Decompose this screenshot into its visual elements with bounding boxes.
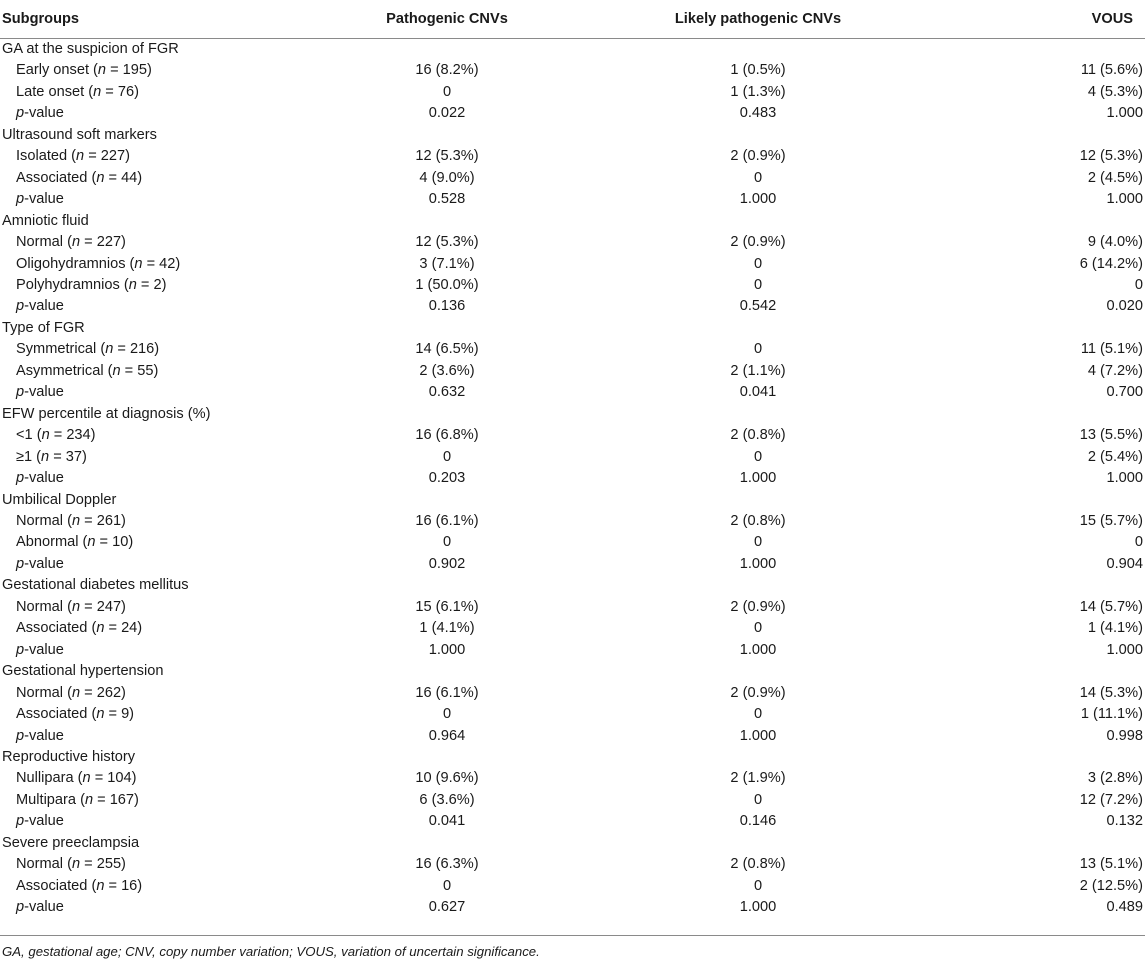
vous-value: 3 (2.8%) xyxy=(1087,770,1143,787)
pathogenic-value: 0.632 xyxy=(428,384,466,401)
pathogenic-value: 0.964 xyxy=(428,727,466,744)
row-label-text: Associated ( xyxy=(16,706,97,723)
table-body xyxy=(0,39,1145,919)
pathogenic-value: 14 (6.5%) xyxy=(415,341,479,358)
table-row xyxy=(0,876,1145,897)
row-label-italic: n xyxy=(84,791,94,808)
row-label-suffix: = 104) xyxy=(90,770,137,787)
vous-value: 1 (4.1%) xyxy=(1087,620,1143,637)
pathogenic-value: 0 xyxy=(442,877,452,894)
row-label xyxy=(0,60,312,81)
row-label xyxy=(0,82,312,103)
group-title: GA at the suspicion of FGR xyxy=(2,41,179,57)
pathogenic-value: 6 (3.6%) xyxy=(419,791,475,808)
row-label xyxy=(0,511,312,532)
row-label-text: <1 ( xyxy=(16,427,42,444)
vous-value: 1.000 xyxy=(1106,105,1143,122)
row-label-suffix: = 227) xyxy=(84,148,130,165)
row-label-suffix: -value xyxy=(24,813,64,830)
footnote-divider xyxy=(0,935,1145,936)
header-likely-pathogenic-cnvs: Likely pathogenic CNVs xyxy=(582,0,934,39)
table-row xyxy=(0,640,1145,661)
likely-pathogenic-value: 0 xyxy=(753,620,763,637)
table-header xyxy=(0,0,1145,39)
pathogenic-value: 0.528 xyxy=(428,191,466,208)
row-label-italic: p xyxy=(16,470,25,487)
vous-value: 1.000 xyxy=(1106,191,1143,208)
likely-pathogenic-value: 0 xyxy=(753,791,763,808)
table-row xyxy=(0,597,1145,618)
row-label-suffix: = 167) xyxy=(93,791,139,808)
row-label-text: ≥1 ( xyxy=(16,448,42,465)
row-label-text: Isolated ( xyxy=(16,148,77,165)
likely-pathogenic-value: 1.000 xyxy=(739,727,777,744)
row-label-italic: p xyxy=(16,641,25,658)
vous-value: 0.489 xyxy=(1106,899,1143,916)
group-title: EFW percentile at diagnosis (%) xyxy=(2,405,211,422)
vous-value: 2 (4.5%) xyxy=(1087,169,1143,186)
likely-pathogenic-value: 0.542 xyxy=(739,298,777,315)
row-label-italic: n xyxy=(41,427,50,444)
row-label-text: Early onset ( xyxy=(16,62,98,79)
pathogenic-value: 16 (6.1%) xyxy=(415,684,479,701)
row-label-text: Symmetrical ( xyxy=(16,341,106,358)
pathogenic-value: 0 xyxy=(442,706,452,723)
pathogenic-value: 0.022 xyxy=(428,105,466,122)
row-label xyxy=(0,339,312,360)
vous-value: 12 (7.2%) xyxy=(1079,791,1143,808)
row-label-italic: n xyxy=(96,877,105,894)
likely-pathogenic-value: 1.000 xyxy=(739,470,777,487)
table-row xyxy=(0,468,1145,489)
row-label-suffix: -value xyxy=(24,727,64,744)
header-pathogenic-cnvs: Pathogenic CNVs xyxy=(312,0,582,39)
group-header-row xyxy=(0,211,1145,232)
row-label-italic: n xyxy=(97,62,107,79)
table-row xyxy=(0,897,1145,918)
row-label-italic: n xyxy=(71,598,81,615)
row-label-text: Multipara ( xyxy=(16,791,85,808)
likely-pathogenic-value: 2 (1.1%) xyxy=(730,362,786,379)
row-label-italic: n xyxy=(76,148,85,165)
table-row xyxy=(0,790,1145,811)
pathogenic-value: 16 (6.3%) xyxy=(415,856,479,873)
group-title: Gestational hypertension xyxy=(2,663,164,680)
pathogenic-value: 2 (3.6%) xyxy=(419,362,475,379)
row-label-text: Normal ( xyxy=(16,512,72,529)
likely-pathogenic-value: 2 (0.8%) xyxy=(730,856,786,873)
row-label-suffix: = 195) xyxy=(106,62,152,79)
vous-value: 1.000 xyxy=(1106,470,1143,487)
group-header-row xyxy=(0,833,1145,854)
row-label xyxy=(0,275,312,296)
header-row xyxy=(0,0,1145,39)
pathogenic-value: 0 xyxy=(442,534,452,551)
table-footnote: GA, gestational age; CNV, copy number variation; VOUS, variation of uncertain significance. xyxy=(2,944,540,959)
pathogenic-value: 12 (5.3%) xyxy=(415,234,479,251)
row-label-italic: n xyxy=(87,534,96,551)
row-label xyxy=(0,468,312,489)
row-label-text: Associated ( xyxy=(16,620,97,637)
likely-pathogenic-value: 0 xyxy=(753,276,763,293)
row-label xyxy=(0,532,312,553)
row-label-text: Associated ( xyxy=(16,877,97,894)
vous-value: 15 (5.7%) xyxy=(1079,512,1143,529)
likely-pathogenic-value: 0 xyxy=(753,706,763,723)
row-label-text: Normal ( xyxy=(16,684,72,701)
vous-value: 13 (5.1%) xyxy=(1079,856,1143,873)
row-label xyxy=(0,189,312,210)
row-label-suffix: -value xyxy=(24,555,64,572)
row-label-italic: n xyxy=(71,684,81,701)
row-label-italic: p xyxy=(16,727,25,744)
row-label xyxy=(0,447,312,468)
vous-value: 14 (5.7%) xyxy=(1079,598,1143,615)
likely-pathogenic-value: 1 (1.3%) xyxy=(730,83,786,100)
vous-value: 14 (5.3%) xyxy=(1079,684,1143,701)
row-label-italic: n xyxy=(71,856,81,873)
row-label-suffix: = 10) xyxy=(95,534,134,551)
row-label-text: Oligohydramnios ( xyxy=(16,255,135,272)
table-row xyxy=(0,554,1145,575)
likely-pathogenic-value: 1.000 xyxy=(739,899,777,916)
vous-value: 6 (14.2%) xyxy=(1079,255,1143,272)
vous-value: 9 (4.0%) xyxy=(1087,234,1143,251)
table-row xyxy=(0,103,1145,124)
row-label-italic: p xyxy=(16,105,25,122)
pathogenic-value: 0.136 xyxy=(428,298,466,315)
row-label-suffix: = 16) xyxy=(104,877,143,894)
row-label-suffix: = 9) xyxy=(104,706,135,723)
vous-value: 2 (5.4%) xyxy=(1087,448,1143,465)
row-label xyxy=(0,876,312,897)
pathogenic-value: 0.627 xyxy=(428,899,466,916)
row-label xyxy=(0,704,312,725)
table-row xyxy=(0,254,1145,275)
likely-pathogenic-value: 2 (0.9%) xyxy=(730,234,786,251)
pathogenic-value: 15 (6.1%) xyxy=(415,598,479,615)
table-row xyxy=(0,60,1145,81)
pathogenic-value: 0 xyxy=(442,83,452,100)
row-label-italic: n xyxy=(71,234,81,251)
vous-value: 2 (12.5%) xyxy=(1079,877,1143,894)
likely-pathogenic-value: 2 (1.9%) xyxy=(730,770,786,787)
row-label xyxy=(0,726,312,747)
row-label xyxy=(0,425,312,446)
row-label-suffix: = 76) xyxy=(101,83,139,100)
group-title: Severe preeclampsia xyxy=(2,834,140,851)
row-label-suffix: -value xyxy=(24,191,64,208)
likely-pathogenic-value: 1 (0.5%) xyxy=(730,62,786,79)
row-label-suffix: = 227) xyxy=(80,234,126,251)
table-row xyxy=(0,339,1145,360)
table-row xyxy=(0,704,1145,725)
pathogenic-value: 3 (7.1%) xyxy=(419,255,475,272)
row-label-suffix: -value xyxy=(24,384,64,401)
row-label-suffix: -value xyxy=(24,470,64,487)
row-label-suffix: = 261) xyxy=(80,512,126,529)
table-row xyxy=(0,768,1145,789)
row-label-italic: p xyxy=(16,555,25,572)
row-label-italic: p xyxy=(16,813,25,830)
table-row xyxy=(0,382,1145,403)
vous-value: 11 (5.1%) xyxy=(1080,341,1143,358)
row-label xyxy=(0,854,312,875)
group-title: Gestational diabetes mellitus xyxy=(2,577,189,594)
pathogenic-value: 0.902 xyxy=(428,555,466,572)
pathogenic-value: 1.000 xyxy=(428,641,466,658)
row-label-italic: n xyxy=(71,512,81,529)
group-header-row xyxy=(0,39,1145,61)
table-row xyxy=(0,189,1145,210)
table-row xyxy=(0,511,1145,532)
table-row xyxy=(0,683,1145,704)
table-row xyxy=(0,425,1145,446)
row-label-italic: n xyxy=(128,276,137,293)
table-row xyxy=(0,82,1145,103)
group-header-row xyxy=(0,661,1145,682)
header-vous: VOUS xyxy=(934,0,1145,39)
row-label-suffix: = 55) xyxy=(120,362,159,379)
group-header-row xyxy=(0,490,1145,511)
vous-value: 0 xyxy=(1134,276,1143,293)
row-label-italic: n xyxy=(96,706,105,723)
row-label-suffix: -value xyxy=(24,641,64,658)
row-label-italic: p xyxy=(16,298,25,315)
row-label xyxy=(0,811,312,832)
likely-pathogenic-value: 1.000 xyxy=(739,191,777,208)
likely-pathogenic-value: 0.041 xyxy=(739,384,777,401)
row-label-italic: n xyxy=(96,620,105,637)
row-label-text: Normal ( xyxy=(16,856,72,873)
group-title: Umbilical Doppler xyxy=(2,491,117,508)
pathogenic-value: 1 (4.1%) xyxy=(419,620,475,637)
row-label-suffix: = 255) xyxy=(80,856,126,873)
row-label-suffix: = 37) xyxy=(49,448,87,465)
row-label xyxy=(0,146,312,167)
vous-value: 1.000 xyxy=(1106,641,1143,658)
row-label-text: Normal ( xyxy=(16,234,72,251)
vous-value: 0.904 xyxy=(1106,555,1143,572)
row-label xyxy=(0,897,312,918)
likely-pathogenic-value: 2 (0.9%) xyxy=(730,598,786,615)
vous-value: 1 (11.1%) xyxy=(1080,706,1143,723)
likely-pathogenic-value: 0.483 xyxy=(739,105,777,122)
row-label xyxy=(0,640,312,661)
row-label-suffix: = 42) xyxy=(142,255,181,272)
table-row xyxy=(0,232,1145,253)
pathogenic-value: 12 (5.3%) xyxy=(415,148,479,165)
table-row xyxy=(0,275,1145,296)
group-title: Ultrasound soft markers xyxy=(2,126,157,143)
likely-pathogenic-value: 0 xyxy=(753,341,763,358)
row-label-suffix: = 2) xyxy=(136,276,167,293)
group-header-row xyxy=(0,318,1145,339)
row-label-italic: n xyxy=(41,448,50,465)
pathogenic-value: 16 (8.2%) xyxy=(415,62,479,79)
row-label xyxy=(0,254,312,275)
table-row xyxy=(0,447,1145,468)
row-label xyxy=(0,232,312,253)
row-label-italic: n xyxy=(93,83,102,100)
pathogenic-value: 1 (50.0%) xyxy=(415,276,479,293)
row-label-italic: n xyxy=(82,770,91,787)
row-label xyxy=(0,554,312,575)
pathogenic-value: 0.203 xyxy=(428,470,466,487)
vous-value: 0.998 xyxy=(1106,727,1143,744)
likely-pathogenic-value: 0 xyxy=(753,877,763,894)
likely-pathogenic-value: 2 (0.9%) xyxy=(730,684,786,701)
group-title: Reproductive history xyxy=(2,748,136,765)
table-row xyxy=(0,146,1145,167)
row-label-italic: p xyxy=(16,899,25,916)
pathogenic-value: 4 (9.0%) xyxy=(419,169,475,186)
row-label xyxy=(0,296,312,317)
row-label-suffix: -value xyxy=(24,298,64,315)
vous-value: 11 (5.6%) xyxy=(1080,62,1143,79)
likely-pathogenic-value: 0 xyxy=(753,169,763,186)
likely-pathogenic-value: 2 (0.9%) xyxy=(730,148,786,165)
row-label-italic: n xyxy=(134,255,143,272)
vous-value: 0.700 xyxy=(1106,384,1143,401)
likely-pathogenic-value: 0 xyxy=(753,448,763,465)
row-label xyxy=(0,683,312,704)
row-label-suffix: = 24) xyxy=(104,620,143,637)
vous-value: 13 (5.5%) xyxy=(1079,427,1143,444)
likely-pathogenic-value: 0.146 xyxy=(739,813,777,830)
table-row xyxy=(0,361,1145,382)
group-title: Type of FGR xyxy=(2,319,85,336)
row-label xyxy=(0,597,312,618)
likely-pathogenic-value: 0 xyxy=(753,534,763,551)
group-header-row xyxy=(0,747,1145,768)
pathogenic-value: 0 xyxy=(442,448,452,465)
table-row xyxy=(0,618,1145,639)
row-label xyxy=(0,382,312,403)
likely-pathogenic-value: 2 (0.8%) xyxy=(730,512,786,529)
group-header-row xyxy=(0,575,1145,596)
table-row xyxy=(0,532,1145,553)
row-label-italic: n xyxy=(112,362,121,379)
vous-value: 4 (5.3%) xyxy=(1087,83,1143,100)
likely-pathogenic-value: 2 (0.8%) xyxy=(730,427,786,444)
row-label xyxy=(0,361,312,382)
row-label-italic: n xyxy=(96,169,105,186)
table-row xyxy=(0,854,1145,875)
row-label-suffix: -value xyxy=(24,899,64,916)
pathogenic-value: 10 (9.6%) xyxy=(415,770,479,787)
row-label-text: Late onset ( xyxy=(16,83,94,100)
row-label-suffix: -value xyxy=(24,105,64,122)
group-header-row xyxy=(0,125,1145,146)
vous-value: 0.132 xyxy=(1106,813,1143,830)
likely-pathogenic-value: 0 xyxy=(753,255,763,272)
row-label-italic: p xyxy=(16,384,25,401)
row-label-italic: n xyxy=(105,341,114,358)
header-subgroups: Subgroups xyxy=(0,0,312,39)
group-title: Amniotic fluid xyxy=(2,212,89,229)
row-label xyxy=(0,618,312,639)
group-header-row xyxy=(0,404,1145,425)
vous-value: 0 xyxy=(1134,534,1143,551)
table-row xyxy=(0,296,1145,317)
row-label-suffix: = 216) xyxy=(113,341,160,358)
row-label-suffix: = 247) xyxy=(80,598,126,615)
row-label xyxy=(0,168,312,189)
row-label-text: Nullipara ( xyxy=(16,770,83,787)
row-label-suffix: = 44) xyxy=(104,169,143,186)
row-label-italic: p xyxy=(16,191,25,208)
vous-value: 0.020 xyxy=(1106,298,1143,315)
row-label xyxy=(0,768,312,789)
vous-value: 4 (7.2%) xyxy=(1087,362,1143,379)
row-label-text: Abnormal ( xyxy=(16,534,88,551)
row-label-text: Polyhydramnios ( xyxy=(16,276,129,293)
row-label-text: Associated ( xyxy=(16,169,97,186)
row-label-suffix: = 262) xyxy=(80,684,126,701)
row-label-suffix: = 234) xyxy=(49,427,96,444)
table-row xyxy=(0,168,1145,189)
likely-pathogenic-value: 1.000 xyxy=(739,555,777,572)
row-label-text: Asymmetrical ( xyxy=(16,362,113,379)
vous-value: 12 (5.3%) xyxy=(1079,148,1143,165)
pathogenic-value: 16 (6.1%) xyxy=(415,512,479,529)
row-label-text: Normal ( xyxy=(16,598,72,615)
table-row xyxy=(0,811,1145,832)
table-row xyxy=(0,726,1145,747)
row-label xyxy=(0,103,312,124)
pathogenic-value: 0.041 xyxy=(428,813,466,830)
row-label xyxy=(0,790,312,811)
pathogenic-value: 16 (6.8%) xyxy=(415,427,479,444)
likely-pathogenic-value: 1.000 xyxy=(739,641,777,658)
